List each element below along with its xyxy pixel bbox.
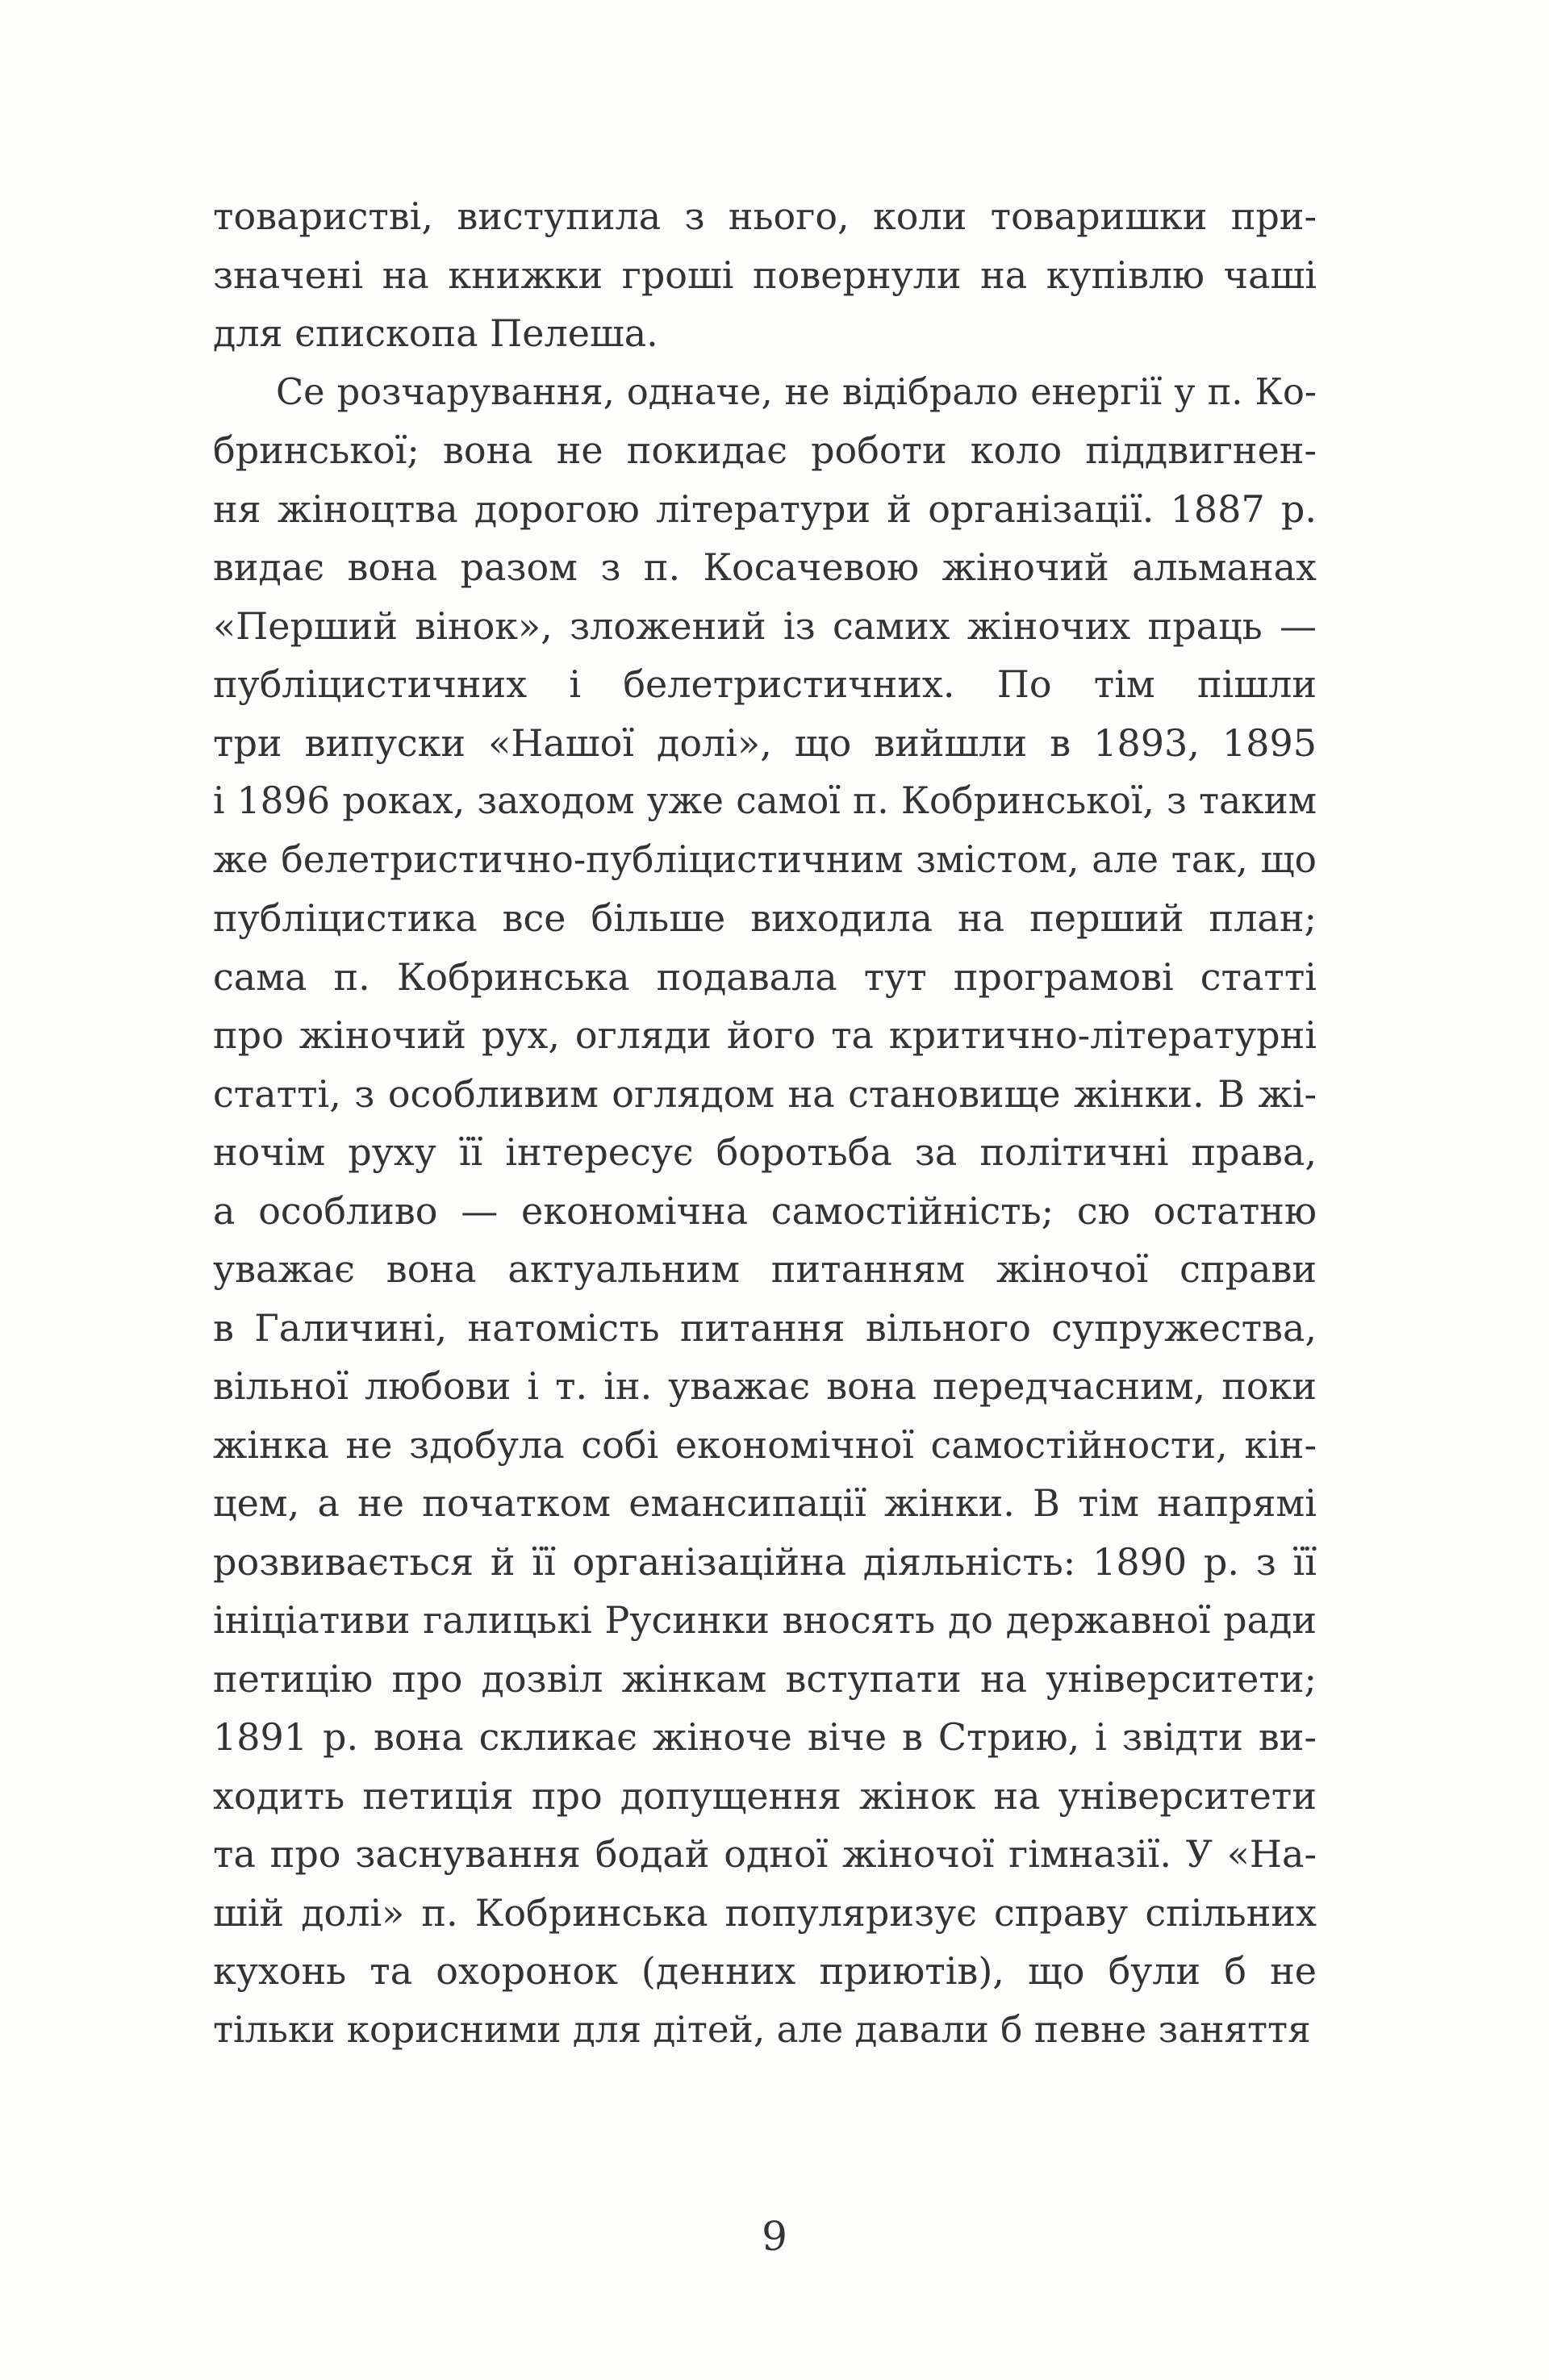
text-line: про жіночий рух, огляди його та критично-літературні xyxy=(213,1013,1317,1057)
text-line: бринської; вона не покидає роботи коло піддвигнен- xyxy=(213,428,1317,472)
page-number: 9 xyxy=(762,2213,787,2260)
text-line: ходить петиція про допущення жінок на університети xyxy=(213,1773,1317,1818)
text-line: петицію про дозвіл жінкам вступати на університети; xyxy=(213,1656,1317,1701)
text-line: і 1896 роках, заходом уже самої п. Кобринської, з таким xyxy=(213,779,1317,822)
text-line: три випуски «Нашої долі», що вийшли в 1893, 1895 xyxy=(213,720,1317,765)
text-line: ня жіноцтва дорогою літератури й організації. 1887 р. xyxy=(213,486,1317,531)
text-line: ночім руху її інтересує боротьба за політичні права, xyxy=(213,1130,1317,1174)
text-line: же белетристично-публіцистичним змістом, але так, що xyxy=(213,837,1317,881)
text-line: публіцистика все більше виходила на перший план; xyxy=(213,896,1317,940)
text-line: для єпископа Пелеша. xyxy=(213,311,658,355)
text-line: жінка не здобула собі економічної самостійности, кін- xyxy=(213,1422,1317,1467)
text-line: ініціативи галицькі Русинки вносять до державної ради xyxy=(213,1598,1317,1642)
text-line: Се розчарування, одначе, не відібрало енергії у п. Ко- xyxy=(276,370,1317,413)
text-line: сама п. Кобринська подавала тут програмові статті xyxy=(213,954,1317,999)
text-line: тільки корисними для дітей, але давали б певне заняття xyxy=(213,2007,1311,2051)
text-line: розвивається й її організаційна діяльність: 1890 р. з її xyxy=(213,1539,1317,1584)
text-line: статті, з особливим оглядом на становище жінки. В жі- xyxy=(213,1071,1317,1116)
text-line: товаристві, виступила з нього, коли товаришки при- xyxy=(213,194,1317,238)
text-line: цем, а не початком емансипації жінки. В тім напрямі xyxy=(213,1481,1317,1525)
text-line: та про заснування бодай одної жіночої гімназії. У «На- xyxy=(213,1832,1317,1876)
text-line: шій долі» п. Кобринська популяризує справу спільних xyxy=(213,1890,1317,1935)
text-line: «Перший вінок», зложений із самих жіночих праць — xyxy=(213,603,1317,648)
text-line: публіцистичних і белетристичних. По тім пішли xyxy=(213,662,1317,706)
text-line: а особливо — економічна самостійність; сю остатню xyxy=(213,1188,1317,1233)
text-line: кухонь та охоронок (денних приютів), що були б не xyxy=(213,1949,1317,1993)
text-line: значені на книжки гроші повернули на купівлю чаші xyxy=(213,253,1317,297)
text-line: уважає вона актуальним питанням жіночої справи xyxy=(213,1247,1317,1291)
body-text xyxy=(213,187,1317,2059)
text-line: в Галичині, натомість питання вільного супружества, xyxy=(213,1305,1317,1350)
text-line: видає вона разом з п. Косачевою жіночий альманах xyxy=(213,545,1317,589)
text-line: 1891 р. вона скликає жіноче віче в Стрию, і звідти ви- xyxy=(213,1715,1317,1759)
text-line: вільної любови і т. ін. уважає вона передчасним, поки xyxy=(213,1364,1317,1408)
